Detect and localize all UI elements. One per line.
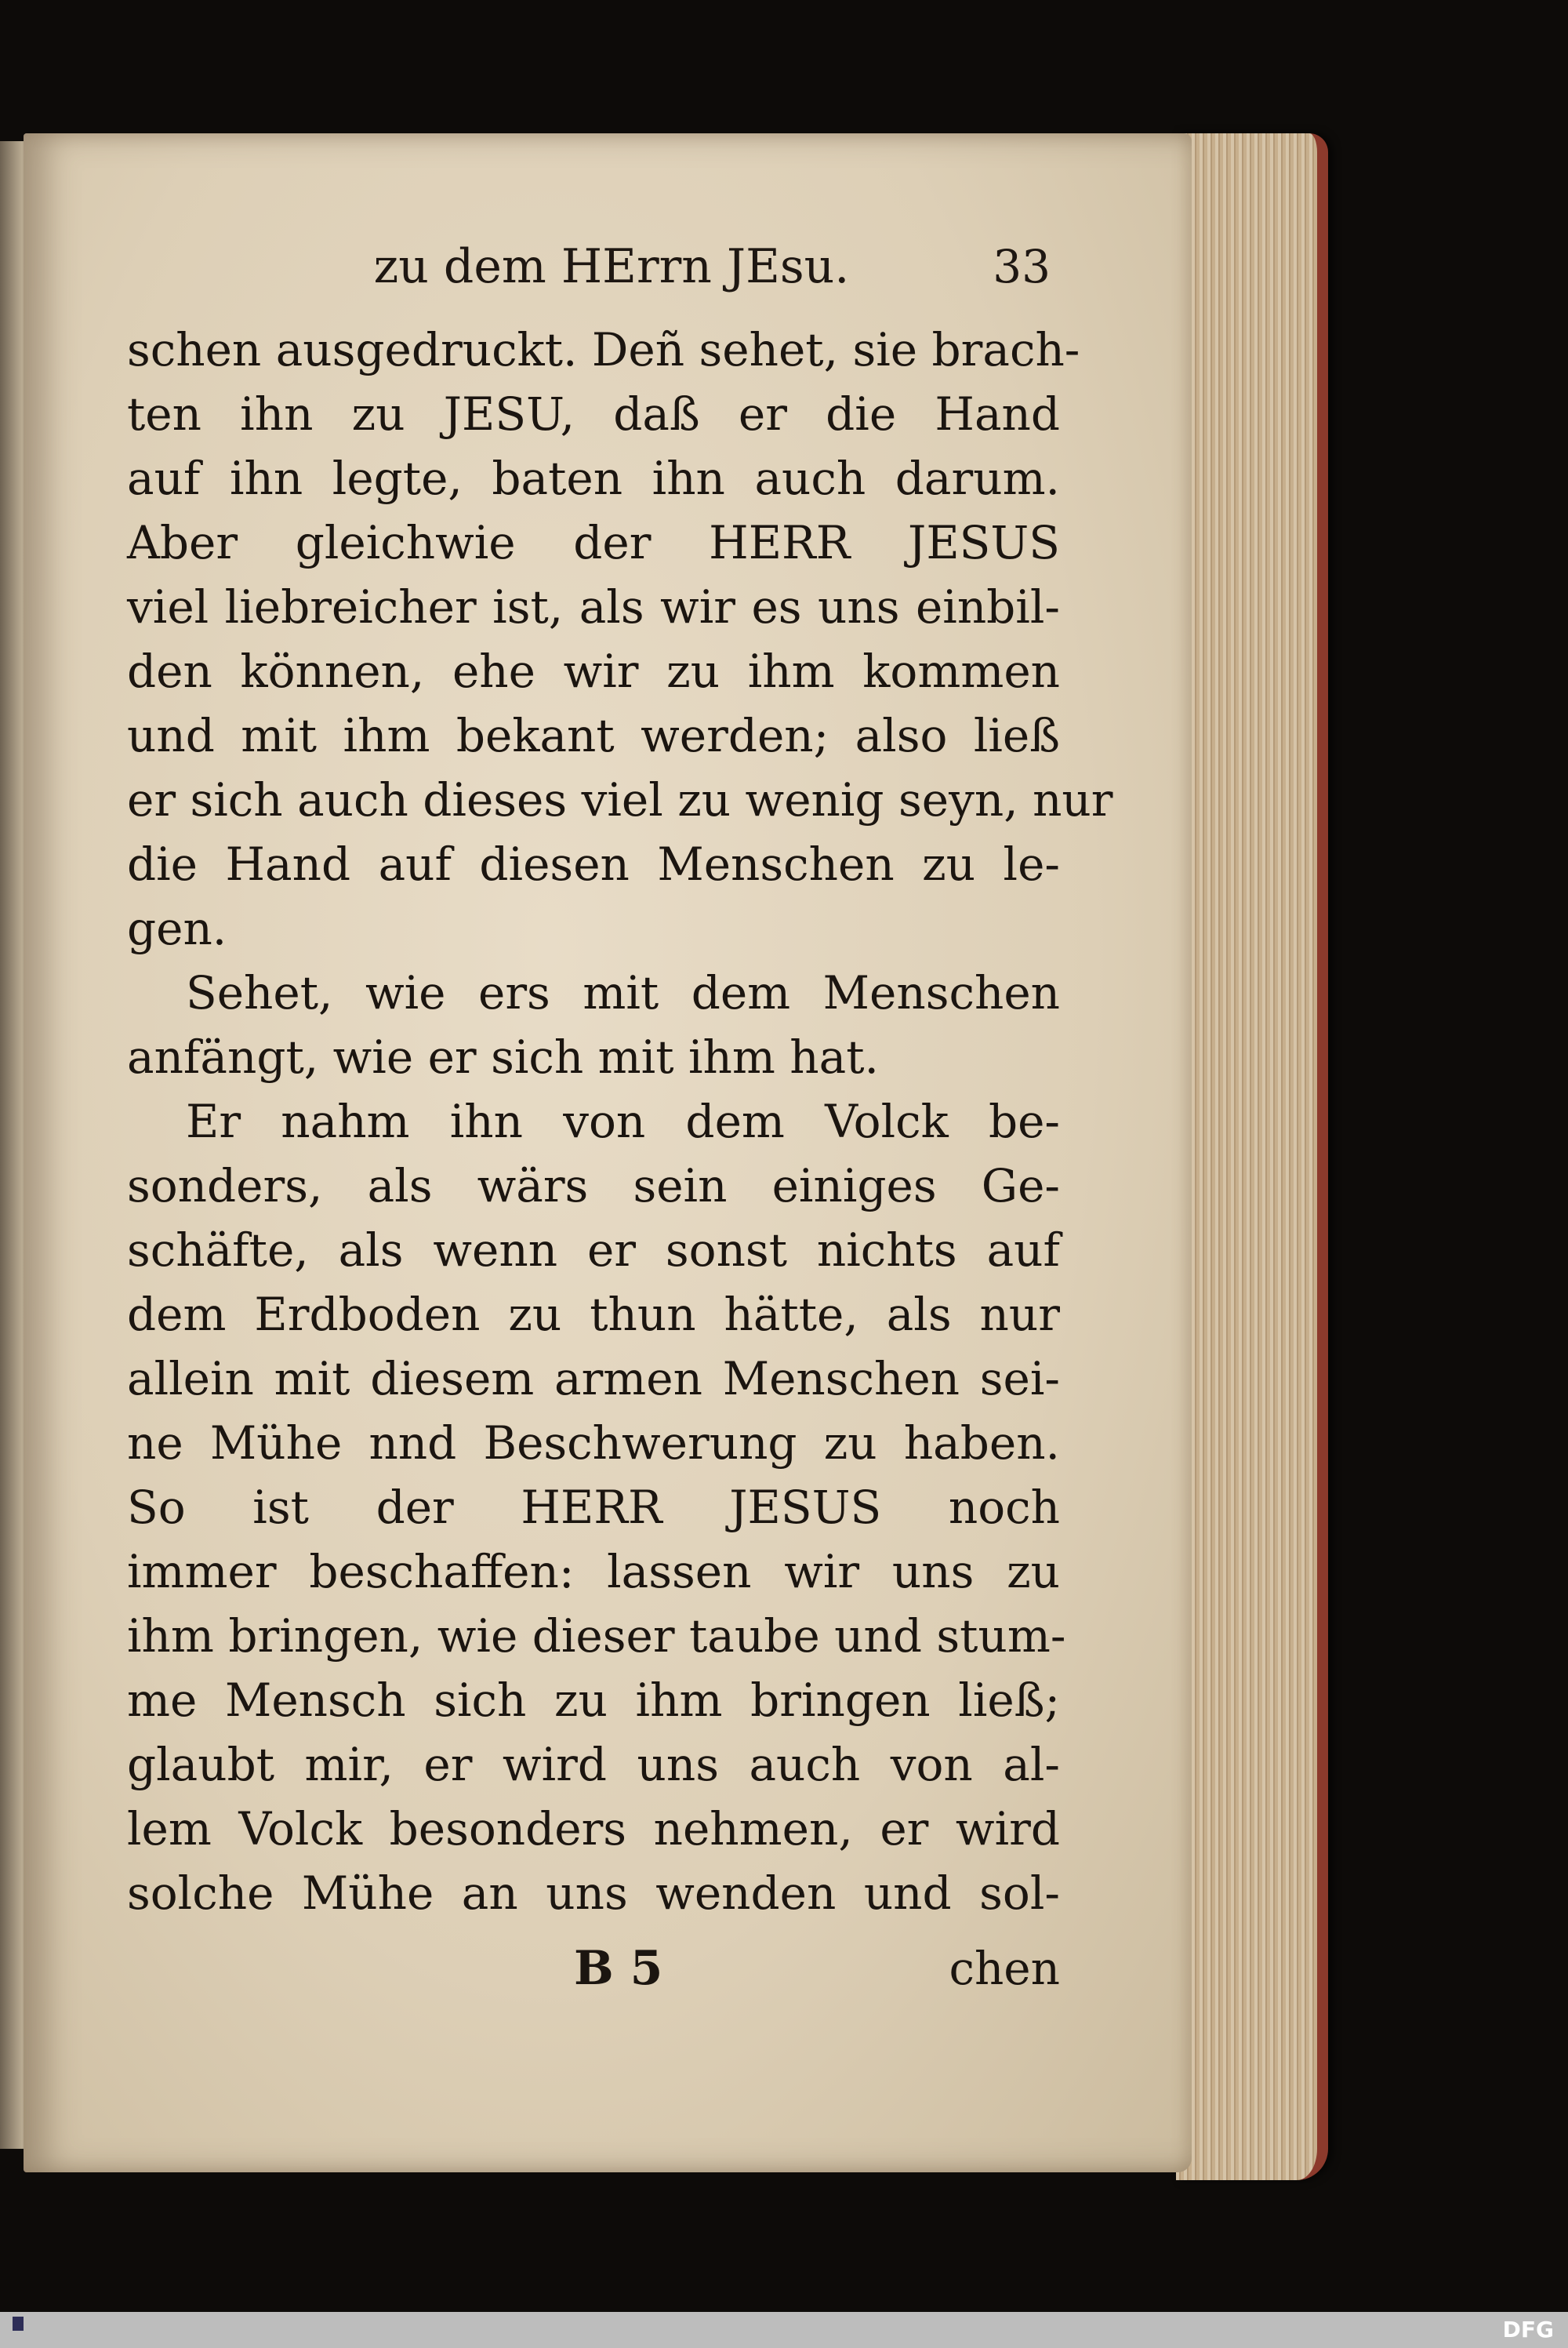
- text-line: Sehet, wie ers mit dem Menschen: [186, 966, 1060, 1020]
- text-line: Aber gleichwie der HERR JESUS: [127, 516, 1060, 569]
- text-line: die Hand auf diesen Menschen zu le-: [127, 838, 1060, 891]
- text-line: gen.: [127, 902, 227, 955]
- text-line: glaubt mir, er wird uns auch von al-: [127, 1738, 1060, 1791]
- text-line: dem Erdboden zu thun hätte, als nur: [127, 1288, 1060, 1341]
- text-line: ne Mühe nnd Beschwerung zu haben.: [127, 1416, 1060, 1470]
- body-text: [127, 318, 1113, 1925]
- text-line: und mit ihm bekant werden; also ließ: [127, 709, 1060, 762]
- library-logo-icon: [6, 2315, 30, 2345]
- text-line: den können, ehe wir zu ihm kommen: [127, 645, 1060, 698]
- text-line: ten ihn zu JESU, daß er die Hand: [127, 387, 1060, 441]
- page-number: 33: [993, 240, 1051, 293]
- dfg-logo: DFG: [1502, 2317, 1554, 2343]
- page-footer: [127, 1937, 1060, 2000]
- text-line: schen ausgedruckt. Deñ sehet, sie brach-: [127, 323, 1080, 376]
- text-line: schäfte, als wenn er sonst nichts auf: [127, 1223, 1060, 1277]
- text-line: auf ihn legte, baten ihn auch darum.: [127, 452, 1060, 505]
- text-line: anfängt, wie er sich mit ihm hat.: [127, 1030, 879, 1084]
- bottom-bar: [0, 2312, 1568, 2348]
- text-line: allein mit diesem armen Menschen sei-: [127, 1352, 1060, 1405]
- catchword: chen: [949, 1942, 1060, 1995]
- text-line: ihm bringen, wie dieser taube und stum-: [127, 1609, 1066, 1663]
- text-line: me Mensch sich zu ihm bringen ließ;: [127, 1674, 1060, 1727]
- text-line: sonders, als wärs sein einiges Ge-: [127, 1159, 1060, 1212]
- text-line: immer beschaffen: lassen wir uns zu: [127, 1545, 1060, 1598]
- text-line: viel liebreicher ist, als wir es uns einbil-: [127, 580, 1060, 634]
- page-block-edge: [1176, 133, 1328, 2180]
- text-line: solche Mühe an uns wenden und sol-: [127, 1866, 1060, 1920]
- text-line: lem Volck besonders nehmen, er wird: [127, 1802, 1060, 1856]
- page-header: [259, 235, 1051, 298]
- text-line: So ist der HERR JESUS noch: [127, 1481, 1060, 1534]
- signature-mark: B 5: [574, 1941, 663, 1996]
- text-line: er sich auch dieses viel zu wenig seyn, nur: [127, 773, 1113, 827]
- running-title: zu dem HErrn JEsu.: [373, 239, 850, 294]
- text-line: Er nahm ihn von dem Volck be-: [186, 1095, 1060, 1148]
